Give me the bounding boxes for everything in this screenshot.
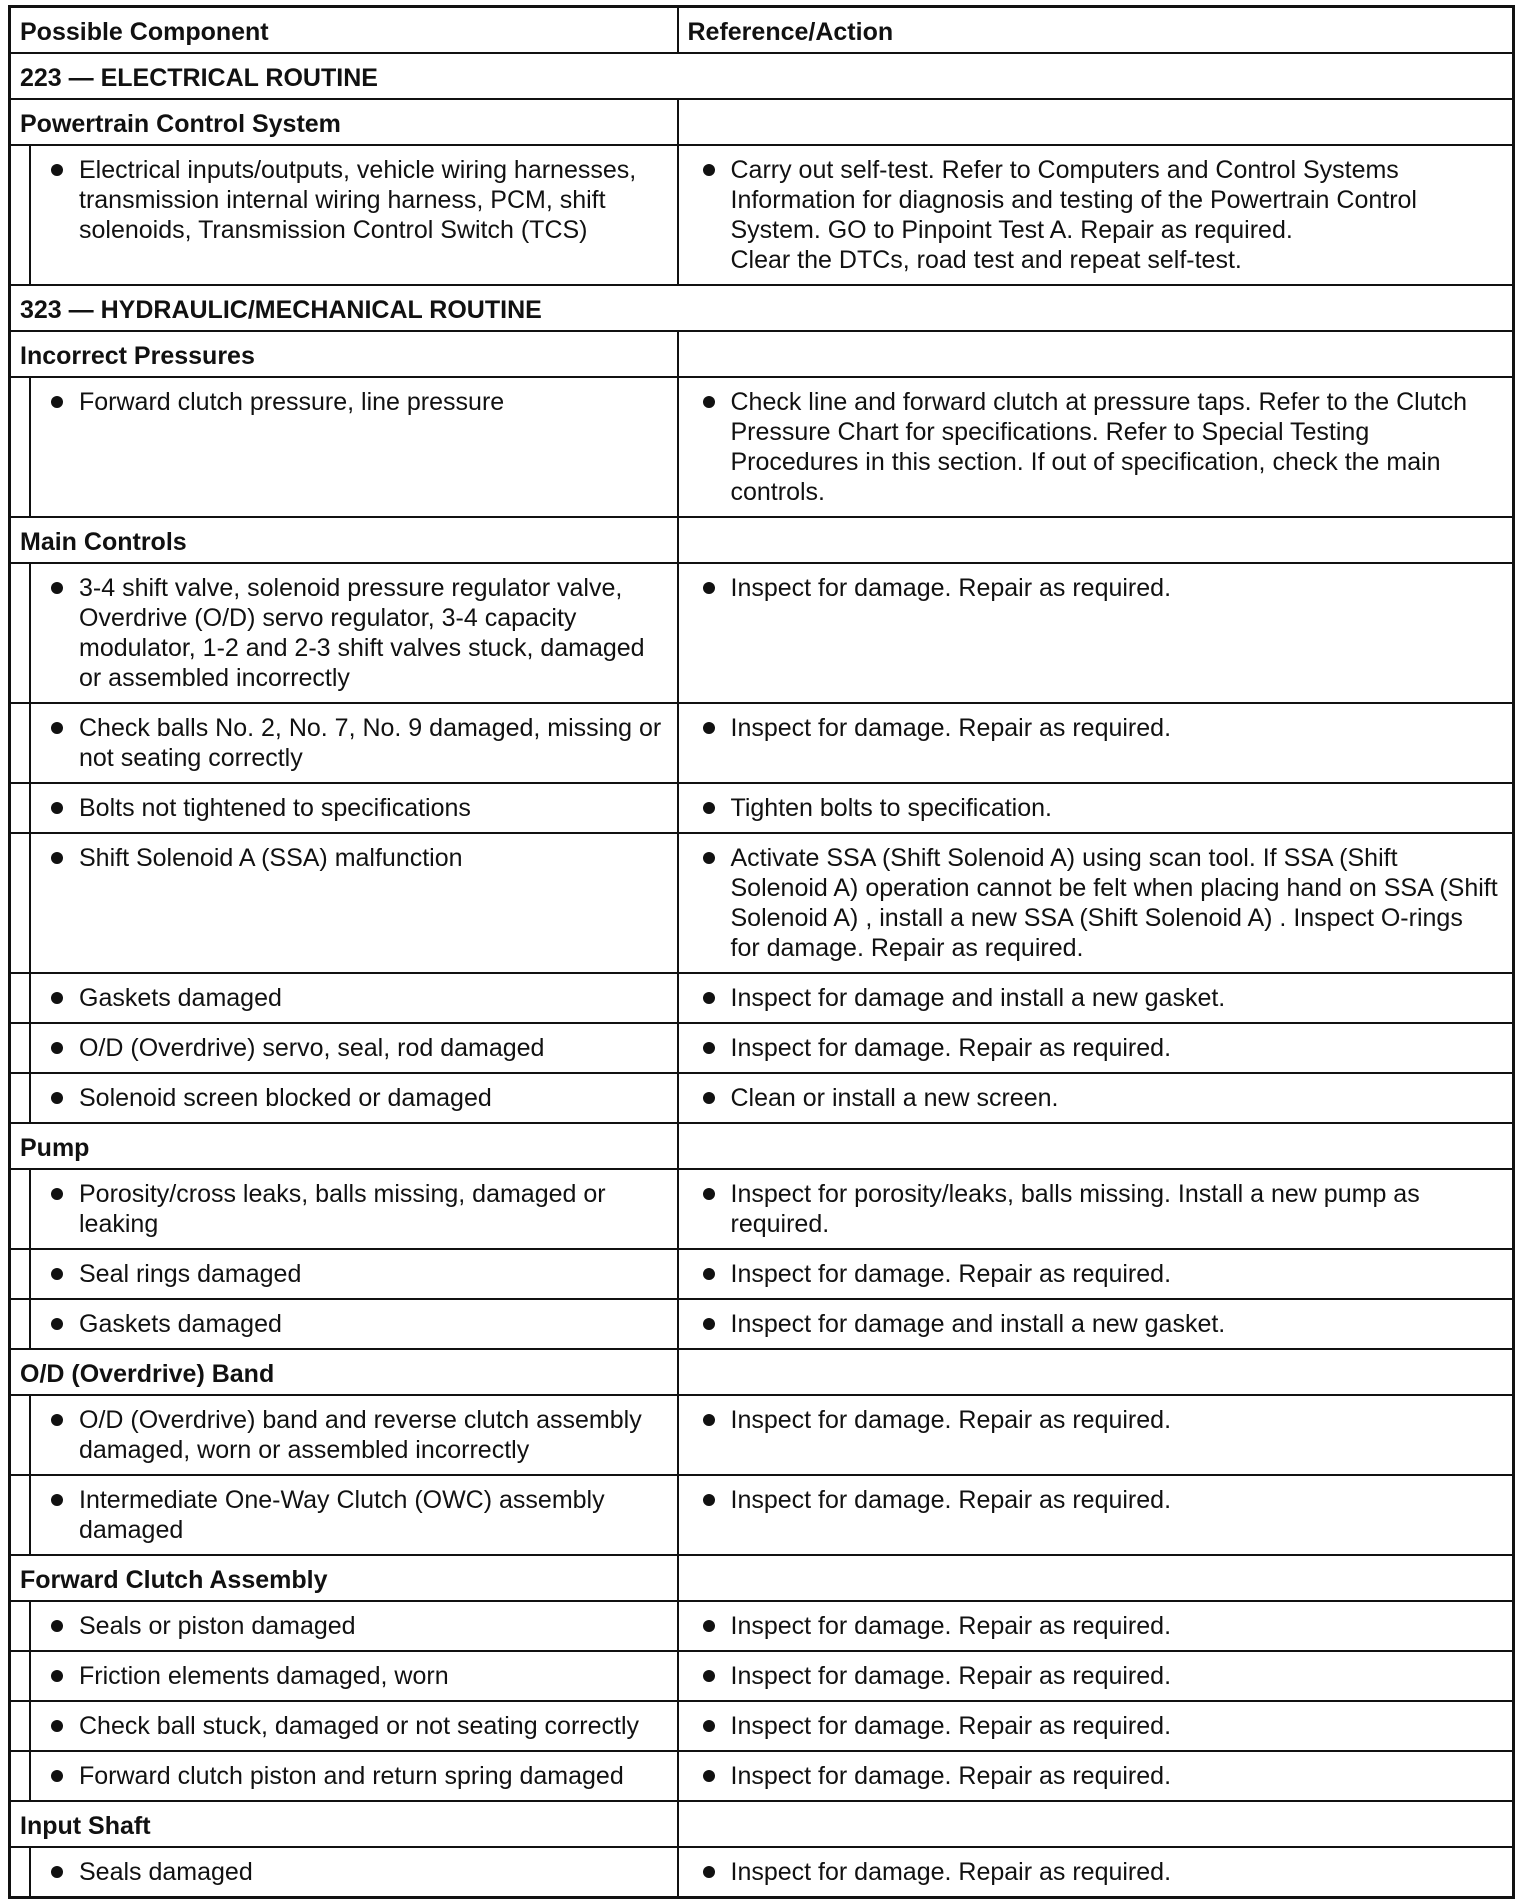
bullet-icon bbox=[703, 164, 715, 176]
indent-rule bbox=[11, 1170, 31, 1248]
component-text: Check ball stuck, damaged or not seating correctly bbox=[79, 1712, 639, 1740]
bullet-icon bbox=[703, 1670, 715, 1682]
component-text: Seal rings damaged bbox=[79, 1260, 302, 1288]
bullet-icon bbox=[703, 852, 715, 864]
action-text: Inspect for damage. Repair as required. bbox=[730, 1486, 1172, 1514]
bullet-icon bbox=[51, 992, 63, 1004]
table-row bbox=[10, 377, 1514, 517]
indent-rule bbox=[11, 834, 31, 972]
action-text: Inspect for porosity/leaks, balls missing. Install a new pump as required. bbox=[730, 1180, 1420, 1238]
possible-component-cell bbox=[10, 703, 678, 783]
reference-action-cell bbox=[678, 703, 1514, 783]
bullet-icon bbox=[51, 582, 63, 594]
possible-component-cell bbox=[10, 1299, 678, 1349]
possible-component-cell bbox=[10, 1169, 678, 1249]
component-text: Intermediate One-Way Clutch (OWC) assembly damaged bbox=[79, 1486, 605, 1544]
possible-component-cell bbox=[10, 1073, 678, 1123]
action-text: Inspect for damage. Repair as required. bbox=[730, 1762, 1172, 1790]
bullet-icon bbox=[703, 1866, 715, 1878]
bullet-icon bbox=[703, 722, 715, 734]
action-text: Inspect for damage. Repair as required. bbox=[730, 1858, 1172, 1886]
component-text: Solenoid screen blocked or damaged bbox=[79, 1084, 492, 1112]
action-text: Clean or install a new screen. bbox=[730, 1084, 1059, 1112]
indent-rule bbox=[11, 1396, 31, 1474]
section-row bbox=[10, 285, 1514, 331]
category-empty-cell bbox=[678, 1555, 1514, 1601]
bullet-icon bbox=[51, 1494, 63, 1506]
reference-action-cell bbox=[678, 833, 1514, 973]
bullet-icon bbox=[51, 1670, 63, 1682]
category-empty-cell bbox=[678, 99, 1514, 145]
action-text: Carry out self-test. Refer to Computers and Control Systems Information for diagnosis and testing of the Powertrain Control System. GO to Pinpoint Test A. Repair as required. Clear the DTCs, road test and repeat self-test. bbox=[730, 156, 1417, 274]
action-text: Inspect for damage. Repair as required. bbox=[730, 574, 1172, 602]
possible-component-cell bbox=[10, 1601, 678, 1651]
component-text: Friction elements damaged, worn bbox=[79, 1662, 449, 1690]
bullet-icon bbox=[51, 722, 63, 734]
indent-rule bbox=[11, 1702, 31, 1750]
table-row bbox=[10, 1299, 1514, 1349]
table-row bbox=[10, 1651, 1514, 1701]
table-row bbox=[10, 1169, 1514, 1249]
diagnosis-table bbox=[8, 5, 1515, 1899]
category-title: Incorrect Pressures bbox=[10, 331, 678, 377]
bullet-icon bbox=[703, 582, 715, 594]
table-row bbox=[10, 1475, 1514, 1555]
bullet-icon bbox=[703, 1414, 715, 1426]
category-row bbox=[10, 1555, 1514, 1601]
category-empty-cell bbox=[678, 1349, 1514, 1395]
component-text: Seals or piston damaged bbox=[79, 1612, 356, 1640]
bullet-icon bbox=[51, 1042, 63, 1054]
component-text: Bolts not tightened to specifications bbox=[79, 794, 471, 822]
reference-action-cell bbox=[678, 1475, 1514, 1555]
component-text: 3-4 shift valve, solenoid pressure regulator valve, Overdrive (O/D) servo regulator, 3-4 capacity modulator, 1-2 and 2-3 shift valves stuck, damaged or assembled incorrectly bbox=[79, 574, 645, 692]
possible-component-cell bbox=[10, 1751, 678, 1801]
possible-component-cell bbox=[10, 145, 678, 285]
action-text: Inspect for damage. Repair as required. bbox=[730, 1260, 1172, 1288]
bullet-icon bbox=[51, 1268, 63, 1280]
indent-rule bbox=[11, 1024, 31, 1072]
bullet-icon bbox=[51, 1318, 63, 1330]
action-text: Inspect for damage. Repair as required. bbox=[730, 1612, 1172, 1640]
header-reference-action: Reference/Action bbox=[678, 7, 1514, 54]
table-header-row bbox=[10, 7, 1514, 54]
reference-action-cell bbox=[678, 377, 1514, 517]
component-text: O/D (Overdrive) servo, seal, rod damaged bbox=[79, 1034, 545, 1062]
possible-component-cell bbox=[10, 833, 678, 973]
category-row bbox=[10, 517, 1514, 563]
category-title: Pump bbox=[10, 1123, 678, 1169]
bullet-icon bbox=[703, 992, 715, 1004]
action-text: Inspect for damage and install a new gasket. bbox=[730, 1310, 1226, 1338]
bullet-icon bbox=[703, 802, 715, 814]
indent-rule bbox=[11, 784, 31, 832]
component-text: Forward clutch piston and return spring damaged bbox=[79, 1762, 624, 1790]
category-empty-cell bbox=[678, 1123, 1514, 1169]
possible-component-cell bbox=[10, 1701, 678, 1751]
bullet-icon bbox=[703, 1268, 715, 1280]
bullet-icon bbox=[51, 1720, 63, 1732]
reference-action-cell bbox=[678, 1651, 1514, 1701]
indent-rule bbox=[11, 1752, 31, 1800]
bullet-icon bbox=[51, 1092, 63, 1104]
possible-component-cell bbox=[10, 1023, 678, 1073]
indent-rule bbox=[11, 974, 31, 1022]
category-row bbox=[10, 331, 1514, 377]
category-title: Forward Clutch Assembly bbox=[10, 1555, 678, 1601]
component-text: Seals damaged bbox=[79, 1858, 253, 1886]
component-text: Gaskets damaged bbox=[79, 1310, 282, 1338]
component-text: O/D (Overdrive) band and reverse clutch assembly damaged, worn or assembled incorrectly bbox=[79, 1406, 642, 1464]
possible-component-cell bbox=[10, 973, 678, 1023]
action-text: Activate SSA (Shift Solenoid A) using scan tool. If SSA (Shift Solenoid A) operation cannot be felt when placing hand on SSA (Shift Solenoid A) , install a new SSA (Shift Solenoid A) . Inspect O-rings for damage. Repair as required. bbox=[730, 844, 1498, 962]
bullet-icon bbox=[703, 1188, 715, 1200]
table-row bbox=[10, 1073, 1514, 1123]
indent-rule bbox=[11, 1250, 31, 1298]
bullet-icon bbox=[51, 164, 63, 176]
reference-action-cell bbox=[678, 1023, 1514, 1073]
possible-component-cell bbox=[10, 1847, 678, 1898]
indent-rule bbox=[11, 1602, 31, 1650]
component-text: Gaskets damaged bbox=[79, 984, 282, 1012]
bullet-icon bbox=[51, 852, 63, 864]
table-row bbox=[10, 973, 1514, 1023]
bullet-icon bbox=[703, 1318, 715, 1330]
section-row bbox=[10, 53, 1514, 99]
category-title: Input Shaft bbox=[10, 1801, 678, 1847]
indent-rule bbox=[11, 1848, 31, 1896]
indent-rule bbox=[11, 564, 31, 702]
table-row bbox=[10, 1249, 1514, 1299]
category-empty-cell bbox=[678, 1801, 1514, 1847]
bullet-icon bbox=[51, 1770, 63, 1782]
bullet-icon bbox=[703, 1720, 715, 1732]
action-text: Check line and forward clutch at pressure taps. Refer to the Clutch Pressure Chart for specifications. Refer to Special Testing Procedures in this section. If out of specification, check the main controls. bbox=[730, 388, 1467, 506]
category-empty-cell bbox=[678, 517, 1514, 563]
indent-rule bbox=[11, 704, 31, 782]
table-row bbox=[10, 1395, 1514, 1475]
reference-action-cell bbox=[678, 1847, 1514, 1898]
component-text: Shift Solenoid A (SSA) malfunction bbox=[79, 844, 463, 872]
table-row bbox=[10, 1751, 1514, 1801]
category-title: O/D (Overdrive) Band bbox=[10, 1349, 678, 1395]
action-text: Inspect for damage. Repair as required. bbox=[730, 1034, 1172, 1062]
reference-action-cell bbox=[678, 145, 1514, 285]
section-title: 223 — ELECTRICAL ROUTINE bbox=[10, 53, 1514, 99]
possible-component-cell bbox=[10, 377, 678, 517]
component-text: Porosity/cross leaks, balls missing, damaged or leaking bbox=[79, 1180, 606, 1238]
table-row bbox=[10, 1847, 1514, 1898]
bullet-icon bbox=[51, 802, 63, 814]
reference-action-cell bbox=[678, 783, 1514, 833]
bullet-icon bbox=[51, 396, 63, 408]
action-text: Inspect for damage and install a new gasket. bbox=[730, 984, 1226, 1012]
category-row bbox=[10, 1123, 1514, 1169]
action-text: Inspect for damage. Repair as required. bbox=[730, 1662, 1172, 1690]
category-title: Powertrain Control System bbox=[10, 99, 678, 145]
reference-action-cell bbox=[678, 563, 1514, 703]
indent-rule bbox=[11, 146, 31, 284]
reference-action-cell bbox=[678, 1701, 1514, 1751]
reference-action-cell bbox=[678, 1073, 1514, 1123]
section-title: 323 — HYDRAULIC/MECHANICAL ROUTINE bbox=[10, 285, 1514, 331]
bullet-icon bbox=[703, 1620, 715, 1632]
table-row bbox=[10, 783, 1514, 833]
category-title: Main Controls bbox=[10, 517, 678, 563]
possible-component-cell bbox=[10, 783, 678, 833]
reference-action-cell bbox=[678, 1169, 1514, 1249]
indent-rule bbox=[11, 1652, 31, 1700]
reference-action-cell bbox=[678, 1601, 1514, 1651]
bullet-icon bbox=[51, 1414, 63, 1426]
possible-component-cell bbox=[10, 563, 678, 703]
action-text: Inspect for damage. Repair as required. bbox=[730, 1712, 1172, 1740]
category-row bbox=[10, 1801, 1514, 1847]
bullet-icon bbox=[703, 1042, 715, 1054]
action-text: Inspect for damage. Repair as required. bbox=[730, 714, 1172, 742]
table-row bbox=[10, 833, 1514, 973]
reference-action-cell bbox=[678, 1249, 1514, 1299]
bullet-icon bbox=[51, 1620, 63, 1632]
action-text: Inspect for damage. Repair as required. bbox=[730, 1406, 1172, 1434]
component-text: Electrical inputs/outputs, vehicle wiring harnesses, transmission internal wiring harness, PCM, shift solenoids, Transmission Control Switch (TCS) bbox=[79, 156, 637, 244]
bullet-icon bbox=[703, 1494, 715, 1506]
bullet-icon bbox=[51, 1188, 63, 1200]
table-row bbox=[10, 145, 1514, 285]
table-row bbox=[10, 1701, 1514, 1751]
reference-action-cell bbox=[678, 1395, 1514, 1475]
category-row bbox=[10, 1349, 1514, 1395]
bullet-icon bbox=[703, 1092, 715, 1104]
reference-action-cell bbox=[678, 1751, 1514, 1801]
category-empty-cell bbox=[678, 331, 1514, 377]
indent-rule bbox=[11, 1300, 31, 1348]
component-text: Check balls No. 2, No. 7, No. 9 damaged, missing or not seating correctly bbox=[79, 714, 662, 772]
table-row bbox=[10, 1023, 1514, 1073]
indent-rule bbox=[11, 378, 31, 516]
possible-component-cell bbox=[10, 1475, 678, 1555]
possible-component-cell bbox=[10, 1249, 678, 1299]
indent-rule bbox=[11, 1476, 31, 1554]
bullet-icon bbox=[703, 396, 715, 408]
reference-action-cell bbox=[678, 1299, 1514, 1349]
bullet-icon bbox=[51, 1866, 63, 1878]
header-possible-component: Possible Component bbox=[10, 7, 678, 54]
possible-component-cell bbox=[10, 1395, 678, 1475]
reference-action-cell bbox=[678, 973, 1514, 1023]
table-row bbox=[10, 563, 1514, 703]
table-row bbox=[10, 703, 1514, 783]
category-row bbox=[10, 99, 1514, 145]
component-text: Forward clutch pressure, line pressure bbox=[79, 388, 505, 416]
possible-component-cell bbox=[10, 1651, 678, 1701]
action-text: Tighten bolts to specification. bbox=[730, 794, 1052, 822]
bullet-icon bbox=[703, 1770, 715, 1782]
table-row bbox=[10, 1601, 1514, 1651]
indent-rule bbox=[11, 1074, 31, 1122]
